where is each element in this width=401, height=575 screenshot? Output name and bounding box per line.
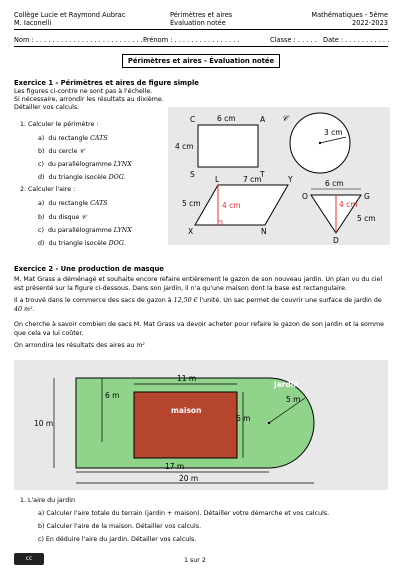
rect-width-label: 6 cm xyxy=(217,114,236,123)
circle-radius-label: 3 cm xyxy=(324,128,343,137)
para-label-x: X xyxy=(188,227,194,236)
ex2-paragraph4: On arrondira les résultats des aires au m² xyxy=(14,342,145,349)
school-year: 2022-2023 xyxy=(352,19,388,27)
exercise2-title: Exercice 2 - Une production de masque xyxy=(14,265,164,273)
student-rule xyxy=(14,46,388,47)
rect-height-label: 4 cm xyxy=(175,142,194,151)
half-disc-center xyxy=(268,422,270,424)
circle-center xyxy=(319,142,321,144)
rect-label-c: C xyxy=(190,115,196,124)
ex1-q2-item-b: b) du disque 𝒞 xyxy=(38,214,86,221)
class-level: Mathématiques - 5ème xyxy=(311,11,388,19)
para-side-label: 5 cm xyxy=(182,199,201,208)
house xyxy=(134,392,237,458)
license-badge: cc xyxy=(14,553,44,565)
dim-6m-right-label: 6 m xyxy=(236,414,251,423)
ex2-paragraph1: M. Mat Grass a déménagé et souhaite encore refaire entièrement le gazon de son nouveau jardin. Un plan vu du ciel est présenté sur la figure ci-dessous. Dans son jardin, il n'a qu'une maison dont la base est rectangulaire. xyxy=(14,276,383,292)
house-label: maison xyxy=(171,406,202,415)
rect-label-s: S xyxy=(190,170,195,179)
dim-11m-label: 11 m xyxy=(177,374,197,383)
ex1-q2-label: 2. Calculer l'aire : xyxy=(20,186,76,193)
ex1-intro-line1: Les figures ci-contre ne sont pas à l'échelle. xyxy=(14,88,153,95)
ex2-paragraph3: On cherche à savoir combien de sacs M. Mat Grass va devoir acheter pour refaire le gazon de son jardin et la somme que cela va lui coûter. xyxy=(14,321,384,337)
date-field: Date : . . . . . . . . . . . xyxy=(323,36,390,44)
ex1-figures xyxy=(168,107,390,245)
ex1-q1-item-c: c) du parallélogramme LYNX xyxy=(38,161,132,168)
dim-5m-label: 5 m xyxy=(286,395,301,404)
circle-name: 𝒞 xyxy=(282,114,288,123)
para-label-l: L xyxy=(215,175,220,184)
ex2-q1-c: c) En déduire l'aire du jardin. Détailler vos calculs. xyxy=(38,536,197,543)
tri-base-label: 6 cm xyxy=(325,179,344,188)
ex1-q1-label: 1. Calculer le périmètre : xyxy=(20,121,99,128)
ex2-paragraph2: Il a trouvé dans le commerce des sacs de gazon à 12,50 € l'unité. Un sac permet de couvrir une surface de jardin de 40 m². xyxy=(14,297,382,313)
dim-6m-left-label: 6 m xyxy=(105,391,120,400)
ex1-q2-item-a: a) du rectangle CATS xyxy=(38,200,108,207)
tri-height-label: 4 cm xyxy=(339,200,358,209)
ex1-q2-item-c: c) du parallélogramme LYNX xyxy=(38,227,132,234)
exercise1-title: Exercice 1 - Périmètres et aires de figure simple xyxy=(14,79,199,87)
ex1-intro-line2: Si nécessaire, arrondir les résultats au dixième. xyxy=(14,96,164,103)
garden-label: jardin xyxy=(274,380,299,389)
tri-label-d: D xyxy=(333,236,339,245)
rectangle-cats xyxy=(198,125,258,167)
ex1-intro-line3: Détailler vos calculs. xyxy=(14,104,80,111)
page-number: 1 sur 2 xyxy=(184,557,206,564)
subject: Périmètres et aires xyxy=(170,11,233,19)
rect-label-a: A xyxy=(260,115,266,124)
para-top-label: 7 cm xyxy=(243,175,262,184)
dim-20m-label: 20 m xyxy=(179,474,199,483)
para-label-y: Y xyxy=(288,175,293,184)
ex2-q1-b: b) Calculer l'aire de la maison. Détailler vos calculs. xyxy=(38,523,202,530)
evaluation-type: Évaluation notée xyxy=(170,19,226,27)
header-rule xyxy=(14,29,388,30)
tri-side-label: 5 cm xyxy=(357,214,376,223)
para-height-label: 4 cm xyxy=(222,201,241,210)
dim-10m-label: 10 m xyxy=(34,419,54,428)
teacher-name: M. Iaconelli xyxy=(14,19,52,27)
school-name: Collège Lucie et Raymond Aubrac xyxy=(14,11,126,19)
para-label-n: N xyxy=(261,227,267,236)
page-title: Périmètres et aires - Évaluation notée xyxy=(122,54,280,68)
ex2-q1-label: 1. L'aire du jardin xyxy=(20,497,75,504)
dim-17m-label: 17 m xyxy=(165,462,185,471)
rect-label-t: T xyxy=(260,170,265,179)
ex1-q1-item-b: b) du cercle 𝒞 xyxy=(38,148,84,155)
tri-label-g: G xyxy=(364,192,370,201)
ex1-q2-item-d: d) du triangle isocèle DOG. xyxy=(38,240,126,247)
tri-label-o: O xyxy=(302,192,308,201)
classe-field: Classe : . . . . . xyxy=(270,36,317,44)
ex2-garden-figure xyxy=(14,360,388,490)
prenom-field: Prénom : . . . . . . . . . . . . . . . . xyxy=(143,36,240,44)
ex2-q1-a: a) Calculer l'aire totale du terrain (jardin + maison). Détailler votre démarche et vos calculs. xyxy=(38,510,330,517)
ex1-q1-item-d: d) du triangle isocèle DOG. xyxy=(38,174,126,181)
ex1-q1-item-a: a) du rectangle CATS xyxy=(38,135,108,142)
nom-field: Nom : . . . . . . . . . . . . . . . . . . . . . . . . . . . xyxy=(14,36,147,44)
